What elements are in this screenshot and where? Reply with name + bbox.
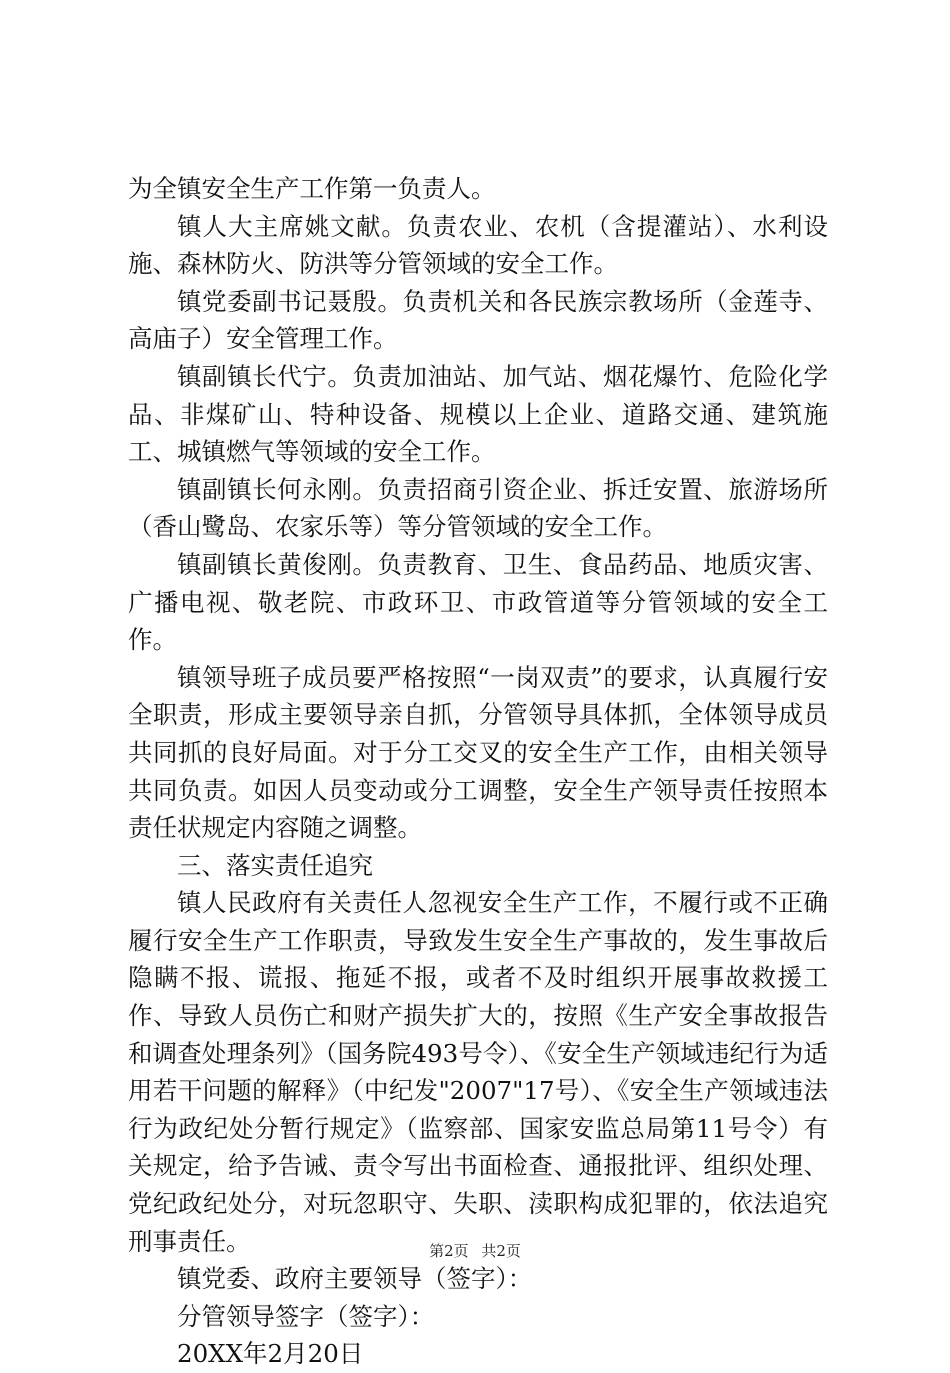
document-date: 20XX年2月20日 [177, 1339, 364, 1369]
page-total: 共2页 [481, 1242, 521, 1260]
paragraph: 镇副镇长代宁。负责加油站、加气站、烟花爆竹、危险化学品、非煤矿山、特种设备、规模以上企业、道路交通、建筑施工、城镇燃气等领域的安全工作。 [128, 361, 828, 467]
paragraph: 镇领导班子成员要严格按照“一岗双责”的要求，认真履行安全职责，形成主要领导亲自抓，分管领导具体抓，全体领导成员共同抓的良好局面。对于分工交叉的安全生产工作，由相关领导共同负责。如因人员变动或分工调整，安全生产领导责任按照本责任状规定内容随之调整。 [128, 662, 828, 843]
document-body [128, 170, 828, 1373]
paragraph: 镇副镇长何永刚。负责招商引资企业、拆迁安置、旅游场所（香山鹭岛、农家乐等）等分管领域的安全工作。 [128, 474, 828, 542]
paragraph: 镇人民政府有关责任人忽视安全生产工作，不履行或不正确履行安全生产工作职责，导致发生安全生产事故的，发生事故后隐瞒不报、谎报、拖延不报，或者不及时组织开展事故救援工作、导致人员伤亡和财产损失扩大的，按照《生产安全事故报告和调查处理条列》（国务院493号令）、《安全生产领域违纪行为适用若干问题的解释》（中纪发"2007"17号）、《安全生产领域违法行为政纪处分暂行规定》（监察部、国家安监总局第11号令）有关规定，给予告诫、责令写出书面检查、通报批评、组织处理、党纪政纪处分，对玩忽职守、失职、渎职构成犯罪的，依法追究刑事责任。 [128, 888, 828, 1256]
signature-line-main-leader: 镇党委、政府主要领导（签字）： [177, 1264, 533, 1294]
section-heading: 三、落实责任追究 [177, 850, 373, 880]
paragraph: 镇人大主席姚文献。负责农业、农机（含提灌站）、水利设施、森林防火、防洪等分管领域的安全工作。 [128, 211, 828, 279]
paragraph: 镇党委副书记聂殷。负责机关和各民族宗教场所（金莲寺、高庙子）安全管理工作。 [128, 286, 828, 354]
page-number: 第2页 [429, 1242, 469, 1260]
signature-line-branch-leader: 分管领导签字（签字）： [177, 1301, 435, 1331]
page-footer [0, 1240, 950, 1261]
paragraph: 镇副镇长黄俊刚。负责教育、卫生、食品药品、地质灾害、广播电视、敬老院、市政环卫、市政管道等分管领域的安全工作。 [128, 549, 828, 655]
paragraph: 为全镇安全生产工作第一负责人。 [128, 174, 496, 203]
